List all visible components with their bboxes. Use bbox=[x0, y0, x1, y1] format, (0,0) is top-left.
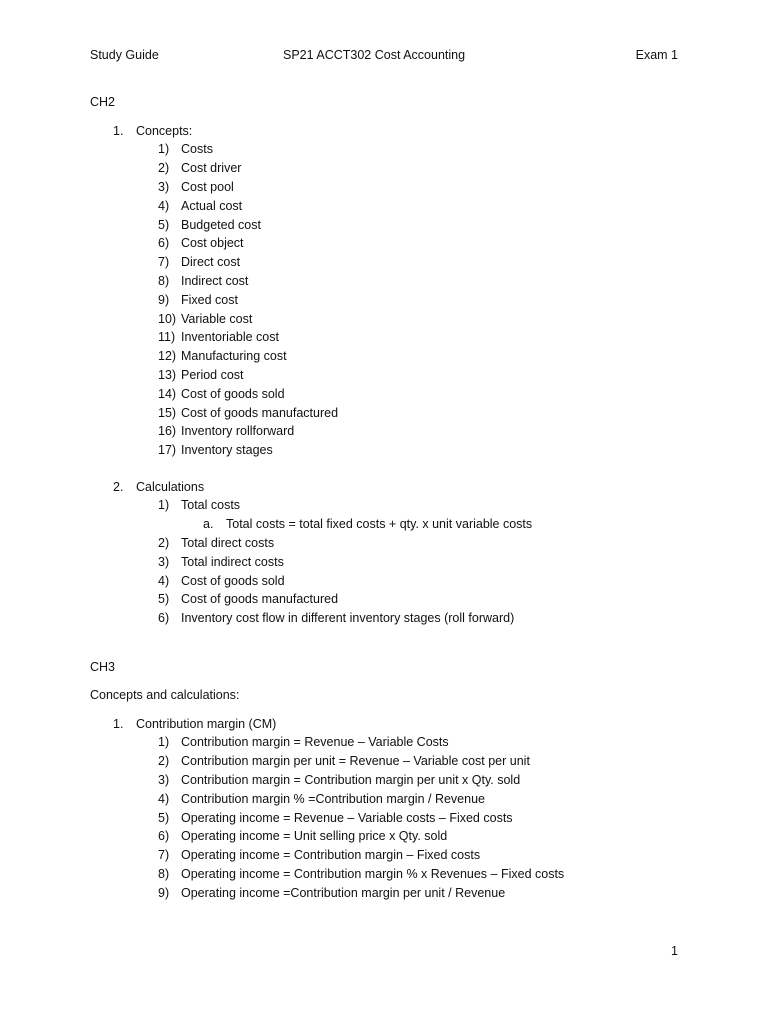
list-number: 2) bbox=[158, 535, 170, 550]
list-item bbox=[0, 884, 768, 903]
page-header bbox=[0, 46, 768, 65]
list-text: Inventory stages bbox=[181, 443, 273, 458]
list-number: 15) bbox=[158, 405, 177, 420]
list-item bbox=[0, 441, 768, 460]
list-item bbox=[0, 534, 768, 553]
list-text: Operating income = Contribution margin – Fixed costs bbox=[181, 848, 481, 863]
list-number: 9) bbox=[158, 292, 170, 307]
list-item bbox=[0, 846, 768, 865]
list-text: Costs bbox=[181, 142, 213, 157]
list-item bbox=[0, 865, 768, 884]
list-text: Indirect cost bbox=[181, 273, 249, 288]
header-left-text: Study Guide bbox=[90, 47, 159, 62]
section-calculations bbox=[0, 478, 768, 628]
list-text: Inventory cost flow in different inventory stages (roll forward) bbox=[181, 611, 515, 626]
list-number: 4) bbox=[158, 791, 170, 806]
list-text: Calculations bbox=[136, 479, 205, 494]
header-exam-label: Exam 1 bbox=[635, 47, 678, 62]
sub-list-item bbox=[0, 515, 768, 534]
list-number: a. bbox=[203, 517, 214, 532]
list-number: 16) bbox=[158, 424, 177, 439]
list-text: Contribution margin = Revenue – Variable Costs bbox=[181, 735, 449, 750]
list-text: Cost of goods sold bbox=[181, 573, 285, 588]
list-number: 7) bbox=[158, 255, 170, 270]
list-item bbox=[0, 310, 768, 329]
list-number: 5) bbox=[158, 217, 170, 232]
section-heading bbox=[0, 478, 768, 497]
section-heading bbox=[0, 122, 768, 141]
list-number: 8) bbox=[158, 866, 170, 881]
list-item bbox=[0, 272, 768, 291]
list-item bbox=[0, 827, 768, 846]
list-number: 2) bbox=[158, 754, 170, 769]
list-item bbox=[0, 553, 768, 572]
list-number: 1. bbox=[113, 716, 124, 731]
list-text: Operating income =Contribution margin per unit / Revenue bbox=[181, 885, 506, 900]
list-item bbox=[0, 771, 768, 790]
header-course-title: SP21 ACCT302 Cost Accounting bbox=[283, 47, 466, 62]
list-text: Cost driver bbox=[181, 161, 242, 176]
section-contribution-margin bbox=[0, 715, 768, 903]
list-number: 12) bbox=[158, 349, 177, 364]
ch3-subheading: Concepts and calculations: bbox=[90, 687, 240, 702]
list-item bbox=[0, 328, 768, 347]
list-number: 10) bbox=[158, 311, 177, 326]
list-item bbox=[0, 253, 768, 272]
list-item bbox=[0, 159, 768, 178]
list-text: Operating income = Unit selling price x Qty. sold bbox=[181, 829, 448, 844]
list-number: 3) bbox=[158, 179, 170, 194]
list-text: Inventory rollforward bbox=[181, 424, 295, 439]
list-number: 1) bbox=[158, 735, 170, 750]
list-item bbox=[0, 496, 768, 515]
list-item bbox=[0, 590, 768, 609]
list-item bbox=[0, 809, 768, 828]
list-text: Direct cost bbox=[181, 255, 241, 270]
section-heading bbox=[0, 715, 768, 734]
list-number: 1. bbox=[113, 123, 124, 138]
list-number: 6) bbox=[158, 829, 170, 844]
list-item bbox=[0, 140, 768, 159]
list-text: Concepts: bbox=[136, 123, 193, 138]
list-number: 7) bbox=[158, 848, 170, 863]
list-number: 6) bbox=[158, 236, 170, 251]
list-text: Actual cost bbox=[181, 198, 243, 213]
list-text: Variable cost bbox=[181, 311, 253, 326]
list-item bbox=[0, 216, 768, 235]
list-number: 4) bbox=[158, 573, 170, 588]
list-number: 6) bbox=[158, 611, 170, 626]
list-item bbox=[0, 752, 768, 771]
section-concepts bbox=[0, 122, 768, 460]
list-text: Manufacturing cost bbox=[181, 349, 287, 364]
list-number: 13) bbox=[158, 367, 177, 382]
list-item bbox=[0, 733, 768, 752]
list-text: Contribution margin = Contribution margin per unit x Qty. sold bbox=[181, 772, 521, 787]
list-text: Period cost bbox=[181, 367, 244, 382]
chapter-heading-ch3: CH3 bbox=[90, 659, 116, 674]
list-item bbox=[0, 197, 768, 216]
list-text: Cost pool bbox=[181, 179, 234, 194]
list-text: Contribution margin (CM) bbox=[136, 716, 277, 731]
list-number: 9) bbox=[158, 885, 170, 900]
list-number: 8) bbox=[158, 273, 170, 288]
list-text: Total costs bbox=[181, 498, 241, 513]
list-text: Operating income = Revenue – Variable costs – Fixed costs bbox=[181, 810, 513, 825]
list-number: 5) bbox=[158, 592, 170, 607]
chapter-heading-ch2: CH2 bbox=[90, 94, 116, 109]
list-number: 2) bbox=[158, 161, 170, 176]
list-number: 4) bbox=[158, 198, 170, 213]
list-text: Cost of goods manufactured bbox=[181, 592, 339, 607]
page-number: 1 bbox=[671, 943, 678, 958]
list-item bbox=[0, 347, 768, 366]
list-item bbox=[0, 291, 768, 310]
list-number: 2. bbox=[113, 479, 124, 494]
list-item bbox=[0, 572, 768, 591]
list-item bbox=[0, 385, 768, 404]
list-text: Total indirect costs bbox=[181, 554, 284, 569]
list-number: 3) bbox=[158, 772, 170, 787]
list-number: 1) bbox=[158, 142, 170, 157]
list-text: Cost of goods manufactured bbox=[181, 405, 339, 420]
list-text: Cost of goods sold bbox=[181, 386, 285, 401]
list-number: 11) bbox=[158, 330, 176, 345]
list-text: Operating income = Contribution margin % x Revenues – Fixed costs bbox=[181, 866, 565, 881]
list-number: 17) bbox=[158, 443, 177, 458]
list-text: Contribution margin per unit = Revenue – Variable cost per unit bbox=[181, 754, 530, 769]
list-number: 5) bbox=[158, 810, 170, 825]
list-number: 1) bbox=[158, 498, 170, 513]
list-item bbox=[0, 366, 768, 385]
list-item bbox=[0, 790, 768, 809]
list-text: Fixed cost bbox=[181, 292, 238, 307]
list-text: Cost object bbox=[181, 236, 244, 251]
list-item bbox=[0, 404, 768, 423]
list-item bbox=[0, 234, 768, 253]
list-item bbox=[0, 609, 768, 628]
list-text: Budgeted cost bbox=[181, 217, 261, 232]
list-number: 3) bbox=[158, 554, 170, 569]
list-text: Total costs = total fixed costs + qty. x unit variable costs bbox=[226, 517, 533, 532]
list-text: Inventoriable cost bbox=[181, 330, 279, 345]
list-number: 14) bbox=[158, 386, 177, 401]
list-text: Total direct costs bbox=[181, 535, 275, 550]
list-item bbox=[0, 422, 768, 441]
list-item bbox=[0, 178, 768, 197]
list-text: Contribution margin % =Contribution margin / Revenue bbox=[181, 791, 485, 806]
